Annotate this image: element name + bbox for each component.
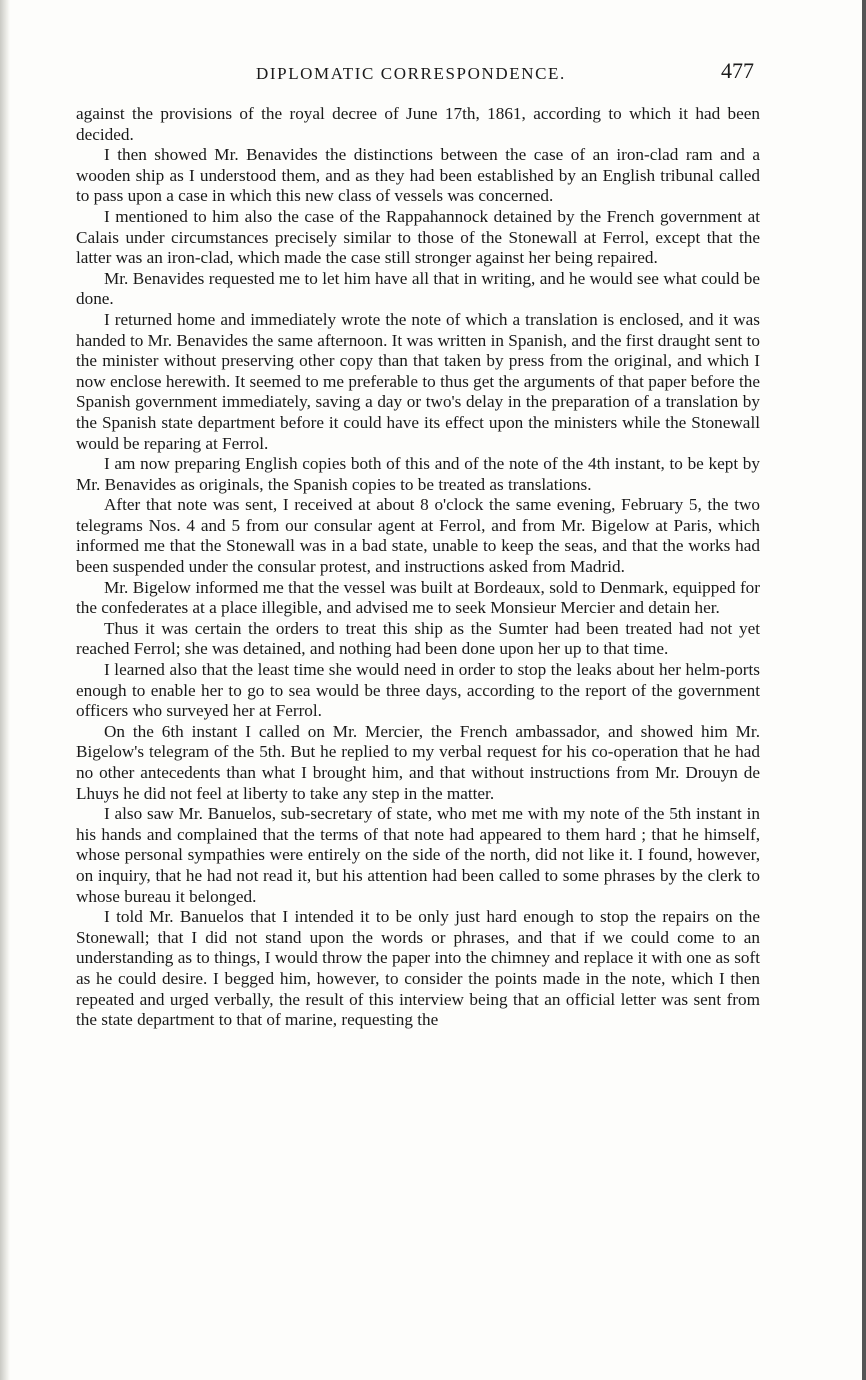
paragraph: Mr. Benavides requested me to let him have all that in writing, and he would see what could be done.	[76, 268, 760, 309]
page-edge	[862, 0, 866, 1380]
paragraph: Thus it was certain the orders to treat this ship as the Sumter had been treated had not yet reached Ferrol; she was detained, and nothing had been done upon her up to that time.	[76, 618, 760, 659]
paragraph: I then showed Mr. Benavides the distinctions between the case of an iron-clad ram and a wooden ship as I understood them, and as they had been established by an English tribunal called to pass upon a case in which this new class of vessels was concerned.	[76, 145, 760, 206]
paragraph: I returned home and immediately wrote the note of which a translation is enclosed, and it was handed to Mr. Benavides the same afternoon. It was written in Spanish, and the first draught sent to the minister without preserving other copy than that taken by press from the original, and which I now enclose herewith. It seemed to me preferable to thus get the arguments of that paper before the Spanish government immediately, saving a day or two's delay in the preparation of a translation by the Spanish state department before it could have its effect upon the ministers while the Stonewall would be reparing at Ferrol.	[76, 309, 760, 453]
paragraph: against the provisions of the royal decree of June 17th, 1861, according to which it had been decided.	[76, 104, 760, 144]
page-header	[70, 58, 760, 92]
page-number: 477	[721, 58, 754, 83]
paragraph: I told Mr. Banuelos that I intended it to be only just hard enough to stop the repairs on the Stonewall; that I did not stand upon the words or phrases, and that if we could come to an understanding as to things, I would throw the paper into the chimney and replace it with one as soft as he could desire. I begged him, however, to consider the points made in the note, which I then repeated and urged verbally, the result of this interview being that an official letter was sent from the state department to that of marine, requesting the	[76, 907, 760, 1030]
binding-edge	[0, 0, 10, 1380]
paragraph: I mentioned to him also the case of the Rappahannock detained by the French government at Calais under circumstances precisely similar to those of the Stonewall at Ferrol, except that the latter was an iron-clad, which made the case still stronger against her being repaired.	[76, 206, 760, 268]
body-text	[76, 104, 760, 1031]
paragraph: After that note was sent, I received at about 8 o'clock the same evening, February 5, the two telegrams Nos. 4 and 5 from our consular agent at Ferrol, and from Mr. Bigelow at Paris, which informed me that the Stonewall was in a bad state, unable to keep the seas, and that the works had been suspended under the consular protest, and instructions asked from Madrid.	[76, 495, 760, 577]
paragraph: Mr. Bigelow informed me that the vessel was built at Bordeaux, sold to Denmark, equipped for the confederates at a place illegible, and advised me to seek Monsieur Mercier and detain her.	[76, 577, 760, 618]
running-title: DIPLOMATIC CORRESPONDENCE.	[256, 64, 566, 83]
paragraph: On the 6th instant I called on Mr. Mercier, the French ambassador, and showed him Mr. Bigelow's telegram of the 5th. But he replied to my verbal request for his co-operation that he had no other antecedents than what I brought him, and that without instructions from Mr. Drouyn de Lhuys he did not feel at liberty to take any step in the matter.	[76, 721, 760, 803]
paragraph: I am now preparing English copies both of this and of the note of the 4th instant, to be kept by Mr. Benavides as originals, the Spanish copies to be treated as translations.	[76, 454, 760, 494]
paragraph: I also saw Mr. Banuelos, sub-secretary of state, who met me with my note of the 5th instant in his hands and complained that the terms of that note had appeared to them hard ; that he himself, whose personal sympathies were entirely on the side of the north, did not like it. I found, however, on inquiry, that he had not read it, but his attention had been called to some phrases by the clerk to whose bureau it belonged.	[76, 804, 760, 906]
paragraph: I learned also that the least time she would need in order to stop the leaks about her helm-ports enough to enable her to go to sea would be three days, according to the report of the government officers who surveyed her at Ferrol.	[76, 660, 760, 721]
